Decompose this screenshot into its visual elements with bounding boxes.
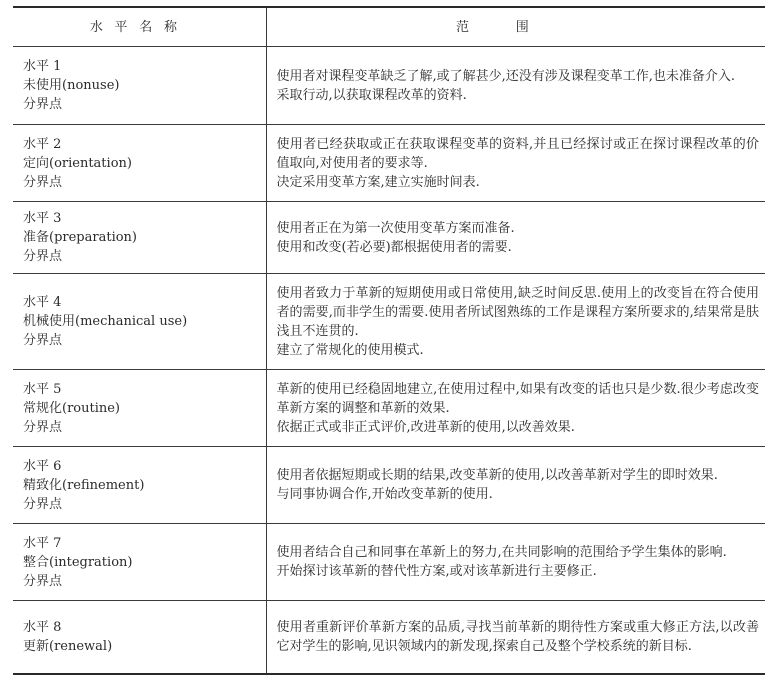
level-decision-point: 分界点 xyxy=(23,496,63,512)
table-row xyxy=(13,202,765,274)
level-decision-point: 分界点 xyxy=(23,333,63,348)
header-level-name-text: 水平名称 xyxy=(89,19,189,35)
level-cell xyxy=(13,370,266,447)
level-cell xyxy=(13,274,266,370)
header-scope xyxy=(266,7,765,47)
scope-description: 使用者已经获取或正在获取课程变革的资料,并且已经探讨或正在探讨课程改革的价值取向,对使用者的要求等. xyxy=(276,136,759,171)
level-decision-point: 分界点 xyxy=(23,573,63,589)
level-number: 水平 3 xyxy=(23,211,62,226)
scope-description: 使用者对课程变革缺乏了解,或了解甚少,还没有涉及课程变革工作,也未准备介入. xyxy=(276,68,736,84)
level-number: 水平 6 xyxy=(23,458,62,474)
levels-of-use-table xyxy=(13,6,765,675)
level-name: 更新(renewal) xyxy=(23,638,113,654)
scope-description: 使用者依据短期或长期的结果,改变革新的使用,以改善革新对学生的即时效果. xyxy=(276,468,718,483)
scope-cell xyxy=(266,202,765,274)
level-cell xyxy=(13,47,266,125)
level-decision-point: 分界点 xyxy=(23,174,63,190)
table-row xyxy=(13,47,765,125)
scope-description: 使用者致力于革新的短期使用或日常使用,缺乏时间反思.使用上的改变旨在符合使用者的需要,而非学生的需要.使用者所试图熟练的工作是课程方案所要求的,结果常是肤浅且不连贯的. xyxy=(276,285,759,339)
header-scope-text: 范围 xyxy=(455,19,576,35)
level-number: 水平 4 xyxy=(23,295,62,310)
level-name: 精致化(refinement) xyxy=(23,477,145,493)
scope-description: 使用者结合自己和同事在革新上的努力,在共同影响的范围给予学生集体的影响. xyxy=(276,545,727,560)
scope-cell xyxy=(266,274,765,370)
scope-description: 使用者重新评价革新方案的品质,寻找当前革新的期待性方案或重大修正方法,以改善它对学生的影响,见识领域内的新发现,探索自己及整个学校系统的新目标. xyxy=(276,619,759,654)
scope-cell xyxy=(266,524,765,601)
level-name: 常规化(routine) xyxy=(23,400,121,416)
level-name: 整合(integration) xyxy=(23,554,133,570)
scope-description: 使用者正在为第一次使用变革方案而准备. xyxy=(276,220,515,236)
table-row xyxy=(13,370,765,447)
scope-decision: 采取行动,以获取课程改革的资料. xyxy=(276,87,467,103)
level-number: 水平 7 xyxy=(23,535,62,551)
scope-cell xyxy=(266,370,765,447)
scope-cell xyxy=(266,125,765,202)
level-number: 水平 5 xyxy=(23,381,62,397)
table-row xyxy=(13,601,765,674)
level-cell xyxy=(13,447,266,524)
level-name: 未使用(nonuse) xyxy=(23,78,120,93)
scope-decision: 建立了常规化的使用模式. xyxy=(276,342,424,358)
level-decision-point: 分界点 xyxy=(23,249,63,264)
scope-cell xyxy=(266,601,765,674)
scope-decision: 使用和改变(若必要)都根据使用者的需要. xyxy=(276,239,512,255)
level-decision-point: 分界点 xyxy=(23,97,63,112)
level-name: 准备(preparation) xyxy=(23,230,137,245)
level-cell xyxy=(13,601,266,674)
level-number: 水平 2 xyxy=(23,136,62,152)
table-row xyxy=(13,274,765,370)
scope-decision: 决定采用变革方案,建立实施时间表. xyxy=(276,174,480,190)
table-row xyxy=(13,125,765,202)
scope-cell xyxy=(266,47,765,125)
scope-cell xyxy=(266,447,765,524)
table-row xyxy=(13,524,765,601)
table-header-row xyxy=(13,7,765,47)
level-cell xyxy=(13,524,266,601)
level-name: 机械使用(mechanical use) xyxy=(23,314,188,329)
level-number: 水平 1 xyxy=(23,59,62,74)
scope-decision: 依据正式或非正式评价,改进革新的使用,以改善效果. xyxy=(276,419,575,435)
level-name: 定向(orientation) xyxy=(23,155,132,171)
scope-description: 革新的使用已经稳固地建立,在使用过程中,如果有改变的话也只是少数.很少考虑改变革新方案的调整和革新的效果. xyxy=(276,381,759,416)
scope-decision: 与同事协调合作,开始改变革新的使用. xyxy=(276,487,493,502)
level-decision-point: 分界点 xyxy=(23,419,63,435)
table-row xyxy=(13,447,765,524)
level-cell xyxy=(13,202,266,274)
scope-decision: 开始探讨该革新的替代性方案,或对该革新进行主要修正. xyxy=(276,564,597,579)
level-cell xyxy=(13,125,266,202)
header-level-name xyxy=(13,7,266,47)
level-number: 水平 8 xyxy=(23,619,62,635)
